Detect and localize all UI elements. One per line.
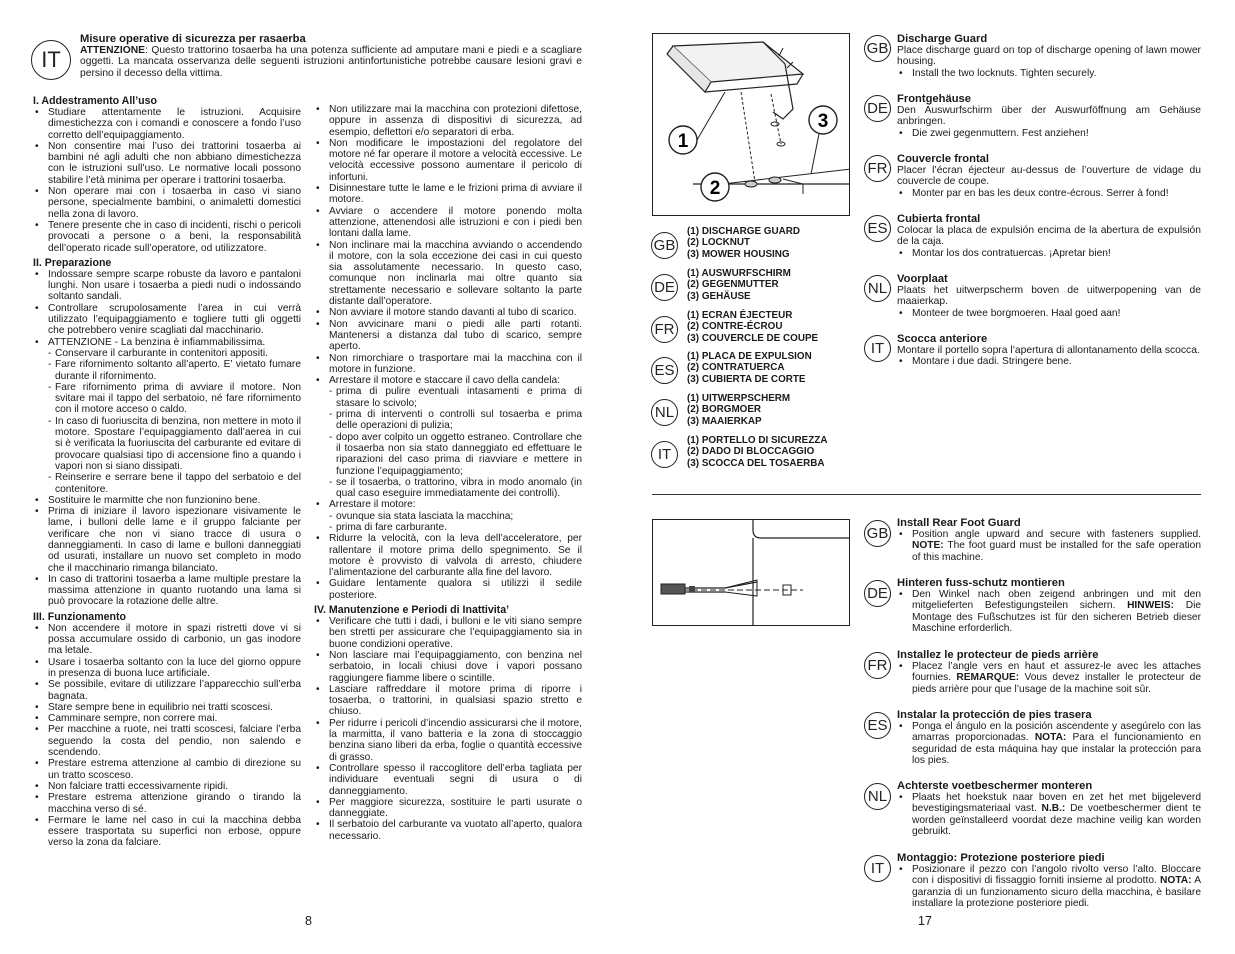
language-badge-fr: FR — [651, 316, 678, 343]
foot-guard-block — [897, 577, 1201, 634]
sub-item: - Fare rifornimento prima di avviare il motore. Non svitare mai il tappo del serbatoio, né fare rifornimento con il motore acceso o caldo. — [33, 382, 301, 416]
discharge-block — [897, 213, 1201, 259]
legend-gb — [651, 226, 851, 262]
list-item: • Usare i tosaerba soltanto con la luce del giorno oppure in presenza di buona luce artificiale. — [33, 657, 301, 680]
foot-guard-illustration — [653, 520, 850, 626]
section-4-title: IV. Manutenzione e Periodi di Inattivita’ — [314, 604, 510, 617]
list-item: • Il serbatoio del carburante va vuotato all’aperto, qualora necessario. — [314, 819, 582, 842]
list-item: • Per maggiore sicurezza, sostituire le parti usurate o danneggiate. — [314, 797, 582, 820]
list-item: • Verificare che tutti i dadi, i bulloni e le viti siano sempre ben stretti per assicurare che l’equipaggiamento sia in buone condizioni operative. — [314, 616, 582, 650]
list-item: • Non lasciare mai l’equipaggiamento, con benzina nel serbatoio, in locali chiusi dove i vapori possano raggiungere fiamme libere o scintille. — [314, 650, 582, 684]
list-item: • Lasciare raffreddare il motore prima di riporre i tosaerba, o trattorini, in qualsiasi spazio stretto e chiuso. — [314, 684, 582, 718]
language-badge-gb: GB — [864, 520, 891, 547]
bullet-text-after: De voetbeschermer dient te worden geïnstalleerd voordat deze machine veilig kan worden gebruikt. — [912, 803, 1201, 837]
block-title: Voorplaat — [897, 273, 948, 285]
column-2-list-a — [314, 104, 582, 533]
list-item: • Non falciare tratti eccessivamente ripidi. — [33, 781, 301, 792]
legend-line: (2) CONTRE-ÉCROU — [687, 321, 783, 333]
list-item: • Se possibile, evitare di utilizzare l’apparecchio sull’erba bagnata. — [33, 679, 301, 702]
block-bullet: • Montar los dos contratuercas. ¡Apretar bien! — [897, 248, 1201, 259]
legend-line: (1) ECRAN ÉJECTEUR — [687, 310, 793, 321]
list-item: • Guidare lentamente qualora si utilizzi il sedile posteriore. — [314, 578, 582, 601]
section-2-list — [33, 269, 301, 608]
block-bullet — [897, 529, 1201, 563]
legend-line: (2) GEGENMUTTER — [687, 279, 779, 291]
block-bullet: • Montare i due dadi. Stringere bene. — [897, 356, 1201, 367]
left-column-2 — [314, 104, 582, 842]
sub-item: - Conservare il carburante in contenitori appositi. — [33, 348, 301, 359]
block-title: Installez le protecteur de pieds arrière — [897, 649, 1099, 661]
list-item: • Non consentire mai l’uso dei trattorini tosaerba ai bambini né agli adulti che non abbiano dimestichezza con le istruzioni sull’uso. Le normative locali possono stabilire l’età minima per operare i trattorini tosaerba. — [33, 141, 301, 186]
list-item: • Prestare estrema attenzione girando o tirando la macchina verso di sé. — [33, 792, 301, 815]
block-title: Hinteren fuss-schutz montieren — [897, 577, 1065, 589]
discharge-block — [897, 33, 1201, 79]
attention-text: : Questo trattorino tosaerba ha una potenza sufficiente ad amputare mani e piedi e a scagliare oggetti. La mancata osservanza delle seguenti istruzioni antinfortunistiche potrebbe causare lesioni gravi e persino il decesso della vittima. — [80, 45, 582, 79]
block-title: Couvercle frontal — [897, 153, 990, 165]
block-text: Place discharge guard on top of discharge opening of lawn mower housing. — [897, 45, 1201, 68]
legend-line: (1) UITWERPSCHERM — [687, 393, 791, 404]
discharge-block — [897, 153, 1201, 199]
language-badge-de: DE — [864, 580, 891, 607]
block-bullet — [897, 589, 1201, 634]
list-item: • Prestare estrema attenzione al cambio di direzione su un tratto scosceso. — [33, 758, 301, 781]
list-item: • Prima di iniziare il lavoro ispezionare visivamente le lame, i bulloni delle lame e il gruppo falciante per verificare che non vi siano tracce di usura o danneggiamenti. In caso di lame e bulloni danneggiati od usurati, installare un nuovo set completo in modo che il macchinario rimanga bilanciato. — [33, 506, 301, 574]
language-badge-gb: GB — [651, 232, 678, 259]
language-badge-de: DE — [651, 274, 678, 301]
block-title: Cubierta frontal — [897, 213, 981, 225]
sub-item: - prima di pulire eventuali intasamenti e prima di stasare lo scivolo; — [314, 386, 582, 409]
language-badge-es: ES — [864, 712, 891, 739]
column-2-list-c — [314, 533, 582, 601]
list-item: • Non rimorchiare o trasportare mai la macchina con il motore in funzione. — [314, 353, 582, 376]
list-item: • Arrestare il motore: — [314, 499, 582, 510]
legend-line: (3) CUBIERTA DE CORTE — [687, 373, 806, 385]
block-bullet — [897, 792, 1201, 837]
language-badge-es: ES — [864, 215, 891, 242]
sub-item: - prima di interventi o controlli sul tosaerba e prima delle operazioni di pulizia; — [314, 409, 582, 432]
discharge-guard-figure — [652, 33, 850, 216]
list-item: • Stare sempre bene in equilibrio nei tratti scoscesi. — [33, 702, 301, 713]
discharge-block — [897, 273, 1201, 319]
bullet-text: Plaats het hoekstuk naar boven en zet het met bijgeleverd bevestigingsmateriaal vast. — [912, 792, 1201, 815]
block-title: Achterste voetbeschermer monteren — [897, 780, 1093, 792]
list-item: • Non modificare le impostazioni del regolatore del motore né far operare il motore a velocità eccessive. Le velocità eccessive possono aumentare il pericolo di infortuni. — [314, 138, 582, 183]
page-number-right: 17 — [918, 914, 932, 928]
legend-line: (1) DISCHARGE GUARD — [687, 226, 801, 237]
list-item: • Per macchine a ruote, nei tratti scoscesi, falciare l’erba seguendo la costa del pendio, non salendo e scendendo. — [33, 724, 301, 758]
bullet-text-after: Die Montage des Fußschutzes ist für den sicheren Betrieb dieser Maschine erforderlich. — [912, 600, 1201, 634]
list-item: • Non accendere il motore in spazi ristretti dove vi si possa accumulare ossido di carbonio, un gas inodore ma letale. — [33, 623, 301, 657]
language-badge-it: IT — [31, 40, 71, 80]
block-bullet — [897, 721, 1201, 766]
block-bullet — [897, 864, 1201, 909]
language-badge-it: IT — [864, 335, 891, 362]
block-bullet: • Monter par en bas les deux contre-écrous. Serrer à fond! — [897, 188, 1201, 199]
language-badge-nl: NL — [651, 399, 678, 426]
list-item: • In caso di trattorini tosaerba a lame multiple prestare la massima attenzione in quanto ruotando una lama si può provocare la rotazione delle altre. — [33, 574, 301, 608]
discharge-guard-illustration — [653, 34, 850, 216]
block-bullet — [897, 661, 1201, 695]
list-item: • Indossare sempre scarpe robuste da lavoro e pantaloni lunghi. Non usare i tosaerba a piedi nudi o indossando soltanto sandali. — [33, 269, 301, 303]
safety-title: Misure operative di sicurezza per rasaerba — [80, 33, 306, 45]
block-text: Placer l’écran éjecteur au-dessus de l’ouverture de vidage du couvercle de coupe. — [897, 165, 1201, 188]
block-bullet: • Monteer de twee borgmoeren. Haal goed aan! — [897, 308, 1201, 319]
block-title: Montaggio: Protezione posteriore piedi — [897, 852, 1105, 864]
language-badge-nl: NL — [864, 275, 891, 302]
foot-guard-block — [897, 780, 1201, 837]
safety-header — [80, 33, 582, 79]
section-3-list — [33, 623, 301, 849]
block-title: Instalar la protección de pies trasera — [897, 709, 1092, 721]
discharge-block — [897, 333, 1201, 368]
list-item: • Controllare spesso il raccoglitore dell’erba tagliata per individuare eventuali segni di usura o di danneggiamento. — [314, 763, 582, 797]
block-title: Install Rear Foot Guard — [897, 517, 1021, 529]
list-item: • Studiare attentamente le istruzioni. Acquisire dimestichezza con i comandi e conoscere a fondo l’uso corretto dell’equipaggiamento. — [33, 107, 301, 141]
bullet-text: Ponga el ángulo en la posición ascendente y asegúrelo con las amarras proporcionadas. — [912, 721, 1201, 744]
legend-line: (3) GEHÄUSE — [687, 290, 751, 302]
legend-line: (2) DADO DI BLOCCAGGIO — [687, 446, 815, 458]
list-item: • Per ridurre i pericoli d’incendio assicurarsi che il motore, la marmitta, il vano batteria e la zona di stoccaggio benzina siano liberi da erba, foglie o quantità eccessive di grasso. — [314, 718, 582, 763]
foot-guard-figure — [652, 519, 850, 626]
legend-line: (3) COUVERCLE DE COUPE — [687, 332, 819, 344]
bullet-text: Den Winkel nach oben zeigend anbringen und mit den mitgelieferten Befestigungsteilen sichern. — [912, 589, 1201, 612]
callout-1: 1 — [677, 131, 689, 152]
language-badge-it: IT — [651, 441, 678, 468]
bullet-text-after: A garanzia di un funzionamento sicuro della macchina, è basilare installare la protezione posteriore piedi. — [912, 875, 1201, 909]
language-badge-fr: FR — [864, 652, 891, 679]
section-1-title: I. Addestramento All’uso — [33, 95, 158, 107]
legend-line: (1) PORTELLO DI SICUREZZA — [687, 435, 828, 446]
left-column-1 — [33, 92, 301, 849]
sub-item: - se il tosaerba, o trattorino, vibra in modo anomalo (in qual caso eseguire immediatamente dei controlli). — [314, 477, 582, 500]
language-badge-nl: NL — [864, 783, 891, 810]
block-bullet: • Install the two locknuts. Tighten securely. — [897, 68, 1201, 79]
language-badge-de: DE — [864, 95, 891, 122]
block-text: Plaats het uitwerpscherm boven de uitwerpopening van de maaierkap. — [897, 285, 1201, 308]
legend-line: (3) SCOCCA DEL TOSAERBA — [687, 457, 825, 469]
sub-item: - ovunque sia stata lasciata la macchina; — [314, 511, 582, 522]
note-label: HINWEIS: — [1127, 600, 1175, 612]
block-title: Scocca anteriore — [897, 333, 988, 345]
legend-line: (2) LOCKNUT — [687, 237, 751, 249]
bullet-text: Placez l’angle vers en haut et assurez-le avec les attaches fournies. — [912, 661, 1201, 684]
block-text: Colocar la placa de expulsión encima de la abertura de expulsión de la caja. — [897, 225, 1201, 248]
note-label: NOTE: — [912, 540, 944, 552]
note-label: NOTA: — [1160, 875, 1192, 887]
section-2-title: II. Preparazione — [33, 256, 112, 269]
list-item: • Non avvicinare mani o piedi alle parti rotanti. Mantenersi a distanza dal tubo di scarico, sempre aperto. — [314, 319, 582, 353]
legend-line: (3) MAAIERKAP — [687, 415, 762, 427]
list-item: • Arrestare il motore e staccare il cavo della candela: — [314, 375, 582, 386]
legend-line: (2) BORGMOER — [687, 404, 762, 416]
sub-item: - Fare rifornimento soltanto all’aperto. E’ vietato fumare durante il rifornimento. — [33, 359, 301, 382]
sub-item: - dopo aver colpito un oggetto estraneo. Controllare che il tosaerba non sia stato danneggiato ed effettuare le riparazioni del caso prima di riavviare e mettere in funzione l’equipaggiamento; — [314, 432, 582, 477]
list-item: • Disinnestare tutte le lame e le frizioni prima di avviare il motore. — [314, 183, 582, 206]
legend-line: (1) AUSWURFSCHIRM — [687, 268, 791, 279]
attention-label: ATTENZIONE — [80, 45, 146, 56]
list-item: • Non inclinare mai la macchina avviando o accendendo il motore, con la sola eccezione dei casi in cui questo sia assolutamente necessario. In questo caso, comunque non inclinarla mai oltre quanto sia strettamente necessario e sollevare soltanto la parte distante dall’operatore. — [314, 240, 582, 308]
note-label: REMARQUE: — [956, 672, 1020, 684]
safety-lead — [80, 45, 582, 79]
list-item: • Fermare le lame nel caso in cui la macchina debba essere trasportata su superfici non erbose, oppure verso la zona da falciare. — [33, 815, 301, 849]
section-divider — [652, 494, 1201, 495]
block-text: Den Auswurfschirm über der Auswurföffnung am Gehäuse anbringen. — [897, 105, 1201, 128]
section-1-list — [33, 107, 301, 254]
list-item: • Tenere presente che in caso di incidenti, rischi o pericoli provocati a persone o a beni, la responsabilità dell’operato ricade sull’operatore, od utilizzatore. — [33, 220, 301, 254]
page-number-left: 8 — [305, 914, 312, 928]
legend-line: (1) PLACA DE EXPULSION — [687, 351, 812, 362]
language-badge-es: ES — [651, 357, 678, 384]
block-bullet: • Die zwei gegenmuttern. Fest anziehen! — [897, 128, 1201, 139]
language-badge-it: IT — [864, 855, 891, 882]
bullet-text-after: The foot guard must be installed for the safe operation of this machine. — [912, 540, 1201, 563]
list-item: • Sostituire le marmitte che non funzionino bene. — [33, 495, 301, 506]
sub-item: - In caso di fuoriuscita di benzina, non mettere in moto il motore. Spostare l’equipaggiamento dall’aerea in cui si è verificata la fuoriuscita del carburante ed evitare di provocare qualsiasi tipo di accensione fino a quando i vapori non si siano dissipati. — [33, 416, 301, 472]
list-item: • Non operare mai con i tosaerba in caso vi siano persone, specialmente bambini, o animaletti domestici nella zona di lavoro. — [33, 186, 301, 220]
block-text: Montare il portello sopra l’apertura di allontanamento della scocca. — [897, 345, 1200, 356]
section-4-list — [314, 616, 582, 842]
list-item: • ATTENZIONE - La benzina è infiammabilissima. — [33, 337, 301, 348]
foot-guard-block — [897, 852, 1201, 909]
sub-item: - prima di fare carburante. — [314, 522, 582, 533]
list-item: • Non avviare il motore stando davanti al tubo di scarico. — [314, 307, 582, 318]
note-label: NOTA: — [1034, 732, 1067, 744]
callout-2: 2 — [709, 178, 721, 199]
bullet-text-after: Para el funcionamiento en seguridad de esta máquina hay que instalar la protección para los pies. — [912, 732, 1201, 766]
sub-item: - Reinserire e serrare bene il tappo del serbatoio e del contenitore. — [33, 472, 301, 495]
legend-line: (3) MOWER HOUSING — [687, 248, 790, 260]
foot-guard-block — [897, 649, 1201, 695]
list-item: • Avviare o accendere il motore ponendo molta attenzione, attenendosi alle istruzioni e con i piedi ben lontani dalla lame. — [314, 206, 582, 240]
callout-3: 3 — [817, 111, 829, 132]
foot-guard-block — [897, 517, 1201, 563]
list-item: • Ridurre la velocità, con la leva dell’acceleratore, per rallentare il motore prima dello spegnimento. Se il motore è provvisto di valvola di arresto, chiudere l’alimentazione del carburante alla fine del lavoro. — [314, 533, 582, 578]
discharge-block — [897, 93, 1201, 139]
bullet-text: Position angle upward and secure with fasteners supplied. — [912, 529, 1201, 540]
list-item: • Camminare sempre, non correre mai. — [33, 713, 301, 724]
language-badge-fr: FR — [864, 155, 891, 182]
legend-line: (2) CONTRATUERCA — [687, 362, 785, 374]
language-badge-gb: GB — [864, 35, 891, 62]
block-title: Discharge Guard — [897, 33, 988, 45]
list-item: • Non utilizzare mai la macchina con protezioni difettose, oppure in assenza di dispositivi di sicurezza, ad esempio, deflettori e/o separatori di erba. — [314, 104, 582, 138]
section-3-title: III. Funzionamento — [33, 610, 126, 623]
bullet-text-after: Vous devez installer le protecteur de pieds arrière pour que l’usage de la machine soit sûr. — [912, 672, 1202, 695]
list-item: • Controllare scrupolosamente l’area in cui verrà utilizzato l’equipaggiamento e togliere tutti gli oggetti che potrebbero venire scagliati dal macchinario. — [33, 303, 301, 337]
bullet-text: Posizionare il pezzo con l’angolo rivolto verso l’alto. Bloccare con i dispositivi di fissaggio forniti insieme al prodotto. — [912, 864, 1201, 887]
block-title: Frontgehäuse — [897, 93, 971, 105]
note-label: N.B.: — [1041, 803, 1066, 815]
foot-guard-block — [897, 709, 1201, 766]
